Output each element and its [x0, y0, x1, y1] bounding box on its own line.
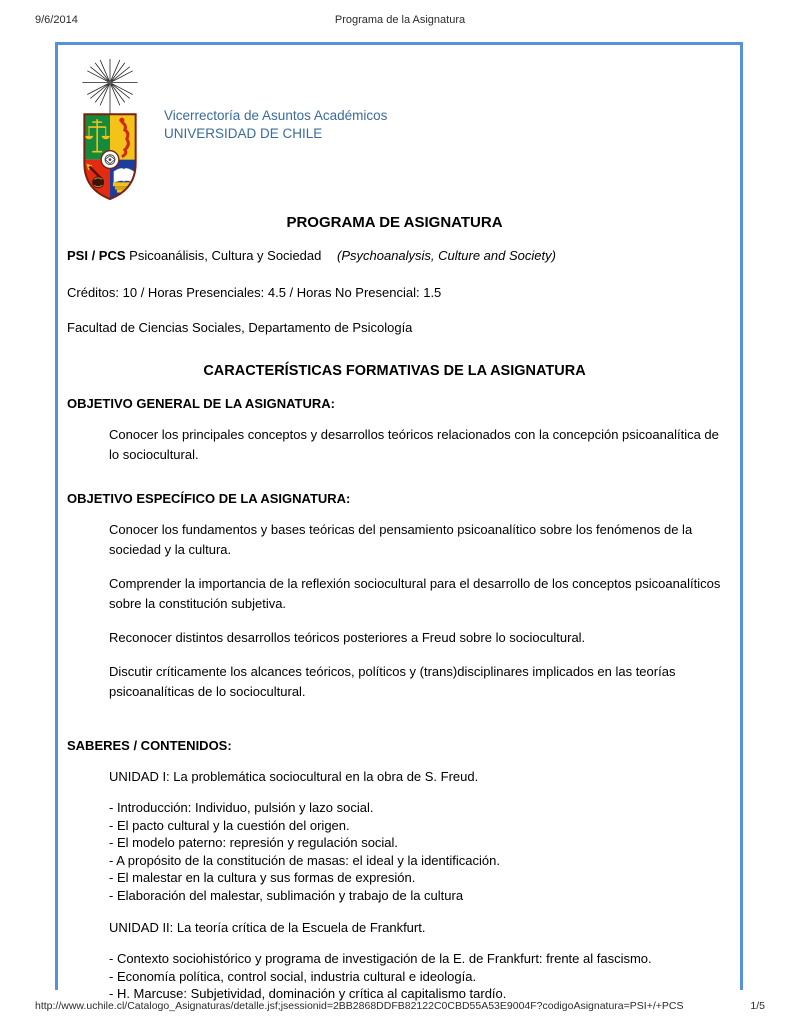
faculty-line: Facultad de Ciencias Sociales, Departamento de Psicología	[67, 320, 413, 335]
university-name: UNIVERSIDAD DE CHILE	[164, 126, 323, 141]
objetivo-especifico-paragraph: Discutir críticamente los alcances teóricos, políticos y (trans)disciplinares implicados en las teorías psicoanalíticas de lo sociocultural.	[109, 664, 676, 699]
list-item: - El pacto cultural y la cuestión del origen.	[109, 817, 350, 833]
list-item: - El modelo paterno: represión y regulación social.	[109, 835, 399, 850]
source-url: http://www.uchile.cl/Catalogo_Asignaturas/detalle.jsf;jsessionid=2BB2868DDFB82122C0CBD55A53E9004F?codigoAsignatura=PSI+/+PCS	[35, 1000, 684, 1012]
section-title: CARACTERÍSTICAS FORMATIVAS DE LA ASIGNATURA	[203, 363, 586, 379]
list-item: - A propósito de la constitución de masas: el ideal y la identificación.	[109, 852, 500, 868]
objetivo-general-heading: OBJETIVO GENERAL DE LA ASIGNATURA:	[67, 396, 335, 411]
objetivo-especifico-heading: OBJETIVO ESPECÍFICO DE LA ASIGNATURA:	[67, 491, 351, 506]
unidad-2-list	[109, 950, 722, 1003]
course-line	[67, 248, 722, 263]
print-title: Programa de la Asignatura	[334, 14, 466, 26]
objetivo-especifico-paragraph: Reconocer distintos desarrollos teóricos posteriores a Freud sobre lo sociocultural.	[109, 630, 586, 645]
list-item: - H. Marcuse: Subjetividad, dominación y crítica al capitalismo tardío.	[109, 986, 507, 1001]
list-item: - Contexto sociohistórico y programa de investigación de la E. de Frankfurt: frente al fascismo.	[109, 951, 652, 966]
credits-line: Créditos: 10 / Horas Presenciales: 4.5 / Horas No Presencial: 1.5	[67, 285, 442, 300]
course-name: Psicoanálisis, Cultura y Sociedad	[129, 248, 322, 263]
list-item: - El malestar en la cultura y sus formas de expresión.	[109, 870, 416, 885]
unidad-1-title: UNIDAD I: La problemática sociocultural en la obra de S. Freud.	[109, 769, 479, 784]
course-code: PSI / PCS	[67, 248, 126, 263]
print-header	[0, 14, 800, 30]
page-number: 1/5	[750, 1000, 765, 1012]
objetivo-general-paragraph: Conocer los principales conceptos y desarrollos teóricos relacionados con la concepción psicoanalítica de lo sociocultural.	[109, 427, 719, 462]
objetivo-especifico-paragraph: Comprender la importancia de la reflexión sociocultural para el desarrollo de los conceptos psicoanalíticos sobre la constitución subjetiva.	[109, 576, 721, 611]
list-item: - Introducción: Individuo, pulsión y lazo social.	[109, 800, 374, 815]
university-logo-icon	[75, 57, 145, 205]
document-page	[55, 42, 743, 1001]
vicerrectoria-label: Vicerrectoría de Asuntos Académicos	[164, 108, 388, 123]
university-header	[67, 45, 722, 215]
print-date: 9/6/2014	[35, 14, 78, 26]
print-footer	[0, 1000, 800, 1016]
objetivo-especifico-paragraph: Conocer los fundamentos y bases teóricas del pensamiento psicoanalítico sobre los fenómenos de la sociedad y la cultura.	[109, 522, 693, 557]
unidad-2-title: UNIDAD II: La teoría crítica de la Escuela de Frankfurt.	[109, 920, 426, 935]
page-title: PROGRAMA DE ASIGNATURA	[286, 214, 503, 231]
list-item: - Elaboración del malestar, sublimación y trabajo de la cultura	[109, 887, 464, 903]
unidad-1-list	[109, 799, 722, 904]
saberes-heading: SABERES / CONTENIDOS:	[67, 738, 232, 753]
list-item: - Economía política, control social, industria cultural e ideología.	[109, 968, 477, 984]
university-text-block	[164, 107, 387, 143]
course-name-english: (Psychoanalysis, Culture and Society)	[337, 248, 556, 263]
